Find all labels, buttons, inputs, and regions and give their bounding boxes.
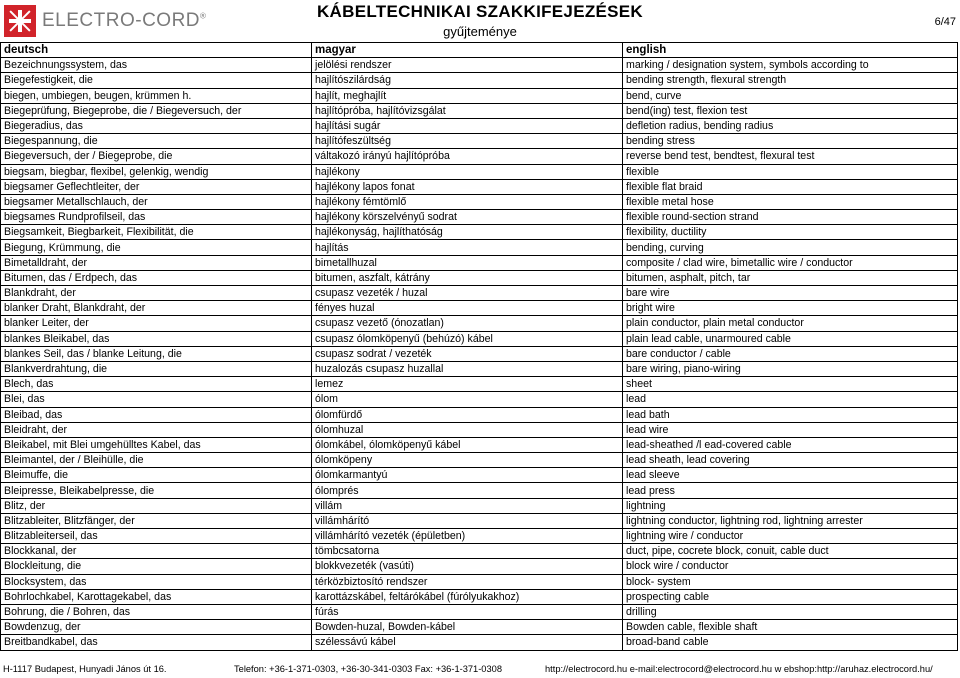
term-magyar: szélessávú kábel bbox=[312, 635, 623, 650]
term-magyar: hajlítószilárdság bbox=[312, 73, 623, 88]
term-english: bending, curving bbox=[623, 240, 958, 255]
table-row bbox=[1, 210, 958, 225]
term-deutsch: Biegung, Krümmung, die bbox=[1, 240, 312, 255]
term-deutsch: Biegeradius, das bbox=[1, 118, 312, 133]
term-deutsch: Biegeprüfung, Biegeprobe, die / Biegeversuch, der bbox=[1, 103, 312, 118]
term-english: lead-sheathed /l ead-covered cable bbox=[623, 437, 958, 452]
term-deutsch: blankes Seil, das / blanke Leitung, die bbox=[1, 346, 312, 361]
table-row bbox=[1, 437, 958, 452]
document-title-block bbox=[300, 2, 660, 39]
term-english: drilling bbox=[623, 604, 958, 619]
term-magyar: hajlít, meghajlít bbox=[312, 88, 623, 103]
term-english: flexible flat braid bbox=[623, 179, 958, 194]
term-magyar: ólomkarmantyú bbox=[312, 468, 623, 483]
term-english: defletion radius, bending radius bbox=[623, 118, 958, 133]
term-english: lead press bbox=[623, 483, 958, 498]
term-magyar: térközbiztosító rendszer bbox=[312, 574, 623, 589]
table-row bbox=[1, 88, 958, 103]
term-deutsch: Bohrlochkabel, Karottagekabel, das bbox=[1, 589, 312, 604]
term-magyar: fúrás bbox=[312, 604, 623, 619]
term-english: block wire / conductor bbox=[623, 559, 958, 574]
term-deutsch: Bowdenzug, der bbox=[1, 620, 312, 635]
term-magyar: ólomfürdő bbox=[312, 407, 623, 422]
term-magyar: huzalozás csupasz huzallal bbox=[312, 361, 623, 376]
term-deutsch: Blitz, der bbox=[1, 498, 312, 513]
table-row bbox=[1, 194, 958, 209]
term-magyar: ólomhuzal bbox=[312, 422, 623, 437]
term-deutsch: Bohrung, die / Bohren, das bbox=[1, 604, 312, 619]
term-magyar: villám bbox=[312, 498, 623, 513]
table-row bbox=[1, 529, 958, 544]
table-row bbox=[1, 103, 958, 118]
term-english: flexible bbox=[623, 164, 958, 179]
table-row bbox=[1, 422, 958, 437]
term-magyar: hajlékonyság, hajlíthatóság bbox=[312, 225, 623, 240]
term-english: flexible metal hose bbox=[623, 194, 958, 209]
term-magyar: csupasz vezeték / huzal bbox=[312, 286, 623, 301]
term-english: lightning bbox=[623, 498, 958, 513]
term-english: bending strength, flexural strength bbox=[623, 73, 958, 88]
term-english: lead sleeve bbox=[623, 468, 958, 483]
term-magyar: bitumen, aszfalt, kátrány bbox=[312, 270, 623, 285]
term-english: bare conductor / cable bbox=[623, 346, 958, 361]
table-row bbox=[1, 286, 958, 301]
footer-web[interactable]: http://electrocord.hu e-mail:electrocord@electrocord.hu w ebshop:http://aruhaz.electrocord.hu/ bbox=[545, 664, 933, 674]
term-english: lead sheath, lead covering bbox=[623, 453, 958, 468]
term-deutsch: Blockleitung, die bbox=[1, 559, 312, 574]
page-number: 6/47 bbox=[934, 16, 956, 28]
column-header-english: english bbox=[623, 43, 958, 58]
term-english: bright wire bbox=[623, 301, 958, 316]
table-row bbox=[1, 407, 958, 422]
term-magyar: jelölési rendszer bbox=[312, 58, 623, 73]
term-magyar: fényes huzal bbox=[312, 301, 623, 316]
term-magyar: bimetallhuzal bbox=[312, 255, 623, 270]
term-magyar: hajlékony körszelvényű sodrat bbox=[312, 210, 623, 225]
table-row bbox=[1, 620, 958, 635]
term-deutsch: Bleipresse, Bleikabelpresse, die bbox=[1, 483, 312, 498]
table-row bbox=[1, 453, 958, 468]
term-deutsch: biegsamer Geflechtleiter, der bbox=[1, 179, 312, 194]
logo-text: ELECTRO-CORD® bbox=[42, 10, 207, 31]
term-english: plain lead cable, unarmoured cable bbox=[623, 331, 958, 346]
table-row bbox=[1, 346, 958, 361]
table-row bbox=[1, 498, 958, 513]
term-magyar: hajlékony lapos fonat bbox=[312, 179, 623, 194]
term-magyar: csupasz ólomköpenyű (behúzó) kábel bbox=[312, 331, 623, 346]
footer-phone: Telefon: +36-1-371-0303, +36-30-341-0303 Fax: +36-1-371-0308 bbox=[234, 664, 502, 674]
term-deutsch: Blitzableiterseil, das bbox=[1, 529, 312, 544]
term-magyar: villámhárító bbox=[312, 513, 623, 528]
term-deutsch: biegsamer Metallschlauch, der bbox=[1, 194, 312, 209]
term-magyar: villámhárító vezeték (épületben) bbox=[312, 529, 623, 544]
term-deutsch: Biegsamkeit, Biegbarkeit, Flexibilität, die bbox=[1, 225, 312, 240]
term-deutsch: Biegeversuch, der / Biegeprobe, die bbox=[1, 149, 312, 164]
company-logo bbox=[4, 4, 206, 38]
term-magyar: hajlékony bbox=[312, 164, 623, 179]
table-row bbox=[1, 483, 958, 498]
table-row bbox=[1, 377, 958, 392]
table-row bbox=[1, 604, 958, 619]
table-row bbox=[1, 544, 958, 559]
page-footer bbox=[0, 664, 960, 678]
table-row bbox=[1, 255, 958, 270]
table-row bbox=[1, 574, 958, 589]
term-deutsch: Bleimantel, der / Bleihülle, die bbox=[1, 453, 312, 468]
term-english: bending stress bbox=[623, 134, 958, 149]
term-english: flexibility, ductility bbox=[623, 225, 958, 240]
term-english: plain conductor, plain metal conductor bbox=[623, 316, 958, 331]
table-header-row bbox=[1, 43, 958, 58]
term-deutsch: blanker Draht, Blankdraht, der bbox=[1, 301, 312, 316]
glossary-rows bbox=[1, 58, 958, 650]
table-row bbox=[1, 468, 958, 483]
term-english: prospecting cable bbox=[623, 589, 958, 604]
table-row bbox=[1, 301, 958, 316]
term-magyar: tömbcsatorna bbox=[312, 544, 623, 559]
term-english: lead bath bbox=[623, 407, 958, 422]
table-row bbox=[1, 392, 958, 407]
term-deutsch: Bleidraht, der bbox=[1, 422, 312, 437]
table-row bbox=[1, 118, 958, 133]
term-english: composite / clad wire, bimetallic wire / conductor bbox=[623, 255, 958, 270]
table-row bbox=[1, 513, 958, 528]
term-english: bitumen, asphalt, pitch, tar bbox=[623, 270, 958, 285]
document-title: KÁBELTECHNIKAI SZAKKIFEJEZÉSEK bbox=[316, 2, 644, 21]
term-magyar: hajlítás bbox=[312, 240, 623, 255]
footer-address: H-1117 Budapest, Hunyadi János út 16. bbox=[3, 664, 167, 674]
term-magyar: hajlítófeszültség bbox=[312, 134, 623, 149]
term-english: sheet bbox=[623, 377, 958, 392]
table-row bbox=[1, 149, 958, 164]
table-row bbox=[1, 270, 958, 285]
term-magyar: karottázskábel, feltárókábel (fúrólyukakhoz) bbox=[312, 589, 623, 604]
term-magyar: ólom bbox=[312, 392, 623, 407]
term-english: lead wire bbox=[623, 422, 958, 437]
table-row bbox=[1, 58, 958, 73]
term-deutsch: Blankverdrahtung, die bbox=[1, 361, 312, 376]
term-magyar: ólomprés bbox=[312, 483, 623, 498]
table-row bbox=[1, 635, 958, 650]
term-deutsch: Bimetalldraht, der bbox=[1, 255, 312, 270]
term-english: lightning wire / conductor bbox=[623, 529, 958, 544]
table-row bbox=[1, 134, 958, 149]
table-row bbox=[1, 316, 958, 331]
term-deutsch: Bezeichnungssystem, das bbox=[1, 58, 312, 73]
term-deutsch: Bleibad, das bbox=[1, 407, 312, 422]
table-row bbox=[1, 331, 958, 346]
term-deutsch: Blei, das bbox=[1, 392, 312, 407]
term-deutsch: Biegefestigkeit, die bbox=[1, 73, 312, 88]
term-deutsch: Blitzableiter, Blitzfänger, der bbox=[1, 513, 312, 528]
table-row bbox=[1, 164, 958, 179]
term-magyar: ólomkábel, ólomköpenyű kábel bbox=[312, 437, 623, 452]
term-english: duct, pipe, cocrete block, conuit, cable duct bbox=[623, 544, 958, 559]
term-deutsch: Blech, das bbox=[1, 377, 312, 392]
table-row bbox=[1, 361, 958, 376]
term-deutsch: Blockkanal, der bbox=[1, 544, 312, 559]
term-english: bend(ing) test, flexion test bbox=[623, 103, 958, 118]
term-magyar: váltakozó irányú hajlítópróba bbox=[312, 149, 623, 164]
term-deutsch: Blocksystem, das bbox=[1, 574, 312, 589]
term-magyar: hajlítási sugár bbox=[312, 118, 623, 133]
table-row bbox=[1, 179, 958, 194]
table-row bbox=[1, 225, 958, 240]
term-deutsch: Bleikabel, mit Blei umgehülltes Kabel, das bbox=[1, 437, 312, 452]
term-magyar: hajlítópróba, hajlítóvizsgálat bbox=[312, 103, 623, 118]
term-magyar: lemez bbox=[312, 377, 623, 392]
table-row bbox=[1, 240, 958, 255]
term-deutsch: biegsames Rundprofilseil, das bbox=[1, 210, 312, 225]
term-magyar: hajlékony fémtömlő bbox=[312, 194, 623, 209]
table-row bbox=[1, 589, 958, 604]
term-deutsch: Biegespannung, die bbox=[1, 134, 312, 149]
term-english: marking / designation system, symbols according to bbox=[623, 58, 958, 73]
term-deutsch: Breitbandkabel, das bbox=[1, 635, 312, 650]
term-deutsch: biegen, umbiegen, beugen, krümmen h. bbox=[1, 88, 312, 103]
term-magyar: Bowden-huzal, Bowden-kábel bbox=[312, 620, 623, 635]
table-row bbox=[1, 559, 958, 574]
term-magyar: blokkvezeték (vasúti) bbox=[312, 559, 623, 574]
page-header bbox=[0, 0, 960, 42]
term-english: lightning conductor, lightning rod, lightning arrester bbox=[623, 513, 958, 528]
term-deutsch: blanker Leiter, der bbox=[1, 316, 312, 331]
term-magyar: ólomköpeny bbox=[312, 453, 623, 468]
electro-cord-logo-icon bbox=[4, 5, 36, 37]
term-english: bare wire bbox=[623, 286, 958, 301]
term-english: bare wiring, piano-wiring bbox=[623, 361, 958, 376]
glossary-table bbox=[0, 42, 958, 651]
term-english: Bowden cable, flexible shaft bbox=[623, 620, 958, 635]
term-magyar: csupasz vezető (ónozatlan) bbox=[312, 316, 623, 331]
term-deutsch: biegsam, biegbar, flexibel, gelenkig, wendig bbox=[1, 164, 312, 179]
term-magyar: csupasz sodrat / vezeték bbox=[312, 346, 623, 361]
table-row bbox=[1, 73, 958, 88]
term-deutsch: Bleimuffe, die bbox=[1, 468, 312, 483]
term-deutsch: Bitumen, das / Erdpech, das bbox=[1, 270, 312, 285]
term-english: flexible round-section strand bbox=[623, 210, 958, 225]
term-english: lead bbox=[623, 392, 958, 407]
column-header-deutsch: deutsch bbox=[1, 43, 312, 58]
document-subtitle: gyűjteménye bbox=[443, 24, 517, 39]
term-deutsch: Blankdraht, der bbox=[1, 286, 312, 301]
term-english: block- system bbox=[623, 574, 958, 589]
column-header-magyar: magyar bbox=[312, 43, 623, 58]
term-english: reverse bend test, bendtest, flexural test bbox=[623, 149, 958, 164]
term-deutsch: blankes Bleikabel, das bbox=[1, 331, 312, 346]
term-english: broad-band cable bbox=[623, 635, 958, 650]
term-english: bend, curve bbox=[623, 88, 958, 103]
